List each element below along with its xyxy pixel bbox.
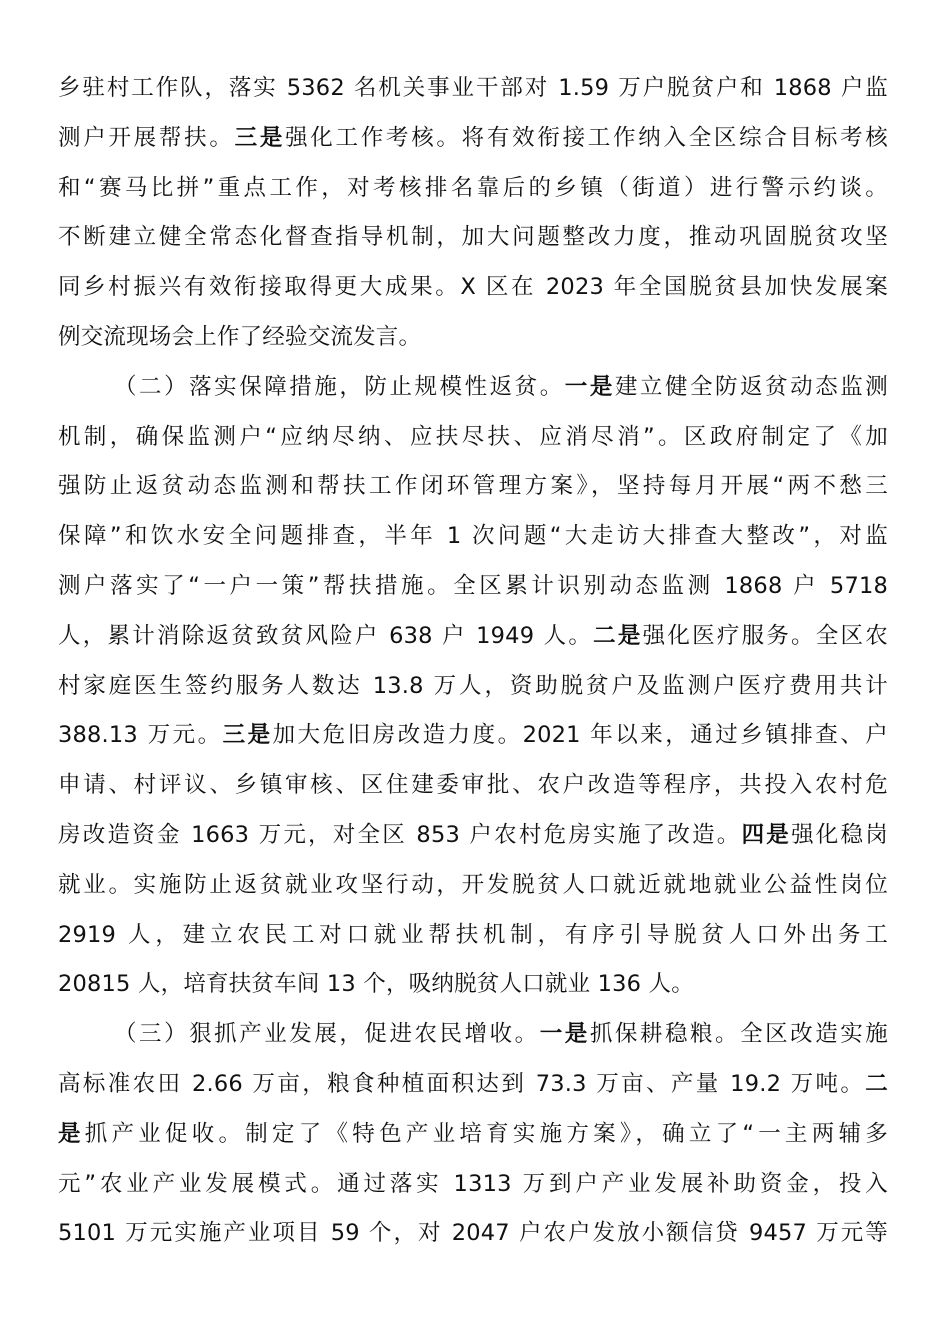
text-run: 强化工作考核。将有效衔接工作纳入全区综合目标考核	[285, 124, 888, 151]
text-run: 不断建立健全常态化督查指导机制，加大问题整改力度，推动巩固脱贫攻坚	[58, 224, 888, 251]
text-run: 例交流现场会上作了经验交流发言。	[58, 324, 422, 350]
text-line	[58, 915, 888, 955]
text-line	[58, 566, 888, 606]
text-line	[58, 417, 888, 457]
text-line	[58, 964, 888, 1004]
text-line	[58, 616, 888, 656]
text-run: 机制，确保监测户“应纳尽纳、应扶尽扶、应消尽消”。区政府制定了《加	[58, 423, 888, 450]
text-line	[58, 168, 888, 208]
text-line	[58, 1164, 888, 1204]
text-run: 房改造资金 1663 万元，对全区 853 户农村危房实施了改造。	[58, 822, 742, 848]
text-run: 强化稳岗	[791, 822, 888, 848]
bold-text-run: 二是	[593, 622, 643, 649]
bold-text-run: 三是	[222, 722, 273, 749]
text-run: 高标准农田 2.66 万亩，粮食种植面积达到 73.3 万亩、产量 19.2 万吨。	[58, 1071, 866, 1097]
text-line	[58, 1064, 888, 1104]
bold-text-run: 一是	[564, 373, 615, 400]
text-line	[58, 217, 888, 257]
bold-text-run: 一是	[539, 1021, 590, 1048]
text-line	[114, 1014, 888, 1054]
bold-text-run: 四是	[741, 822, 792, 848]
bold-text-run: 三是	[234, 124, 286, 151]
text-run: 同乡村振兴有效衔接取得更大成果。X 区在 2023 年全国脱贫县加快发展案	[58, 274, 888, 301]
text-line	[58, 466, 888, 506]
text-line	[58, 1213, 888, 1253]
text-run: 强防止返贫动态监测和帮扶工作闭环管理方案》，坚持每月开展“两不愁三	[58, 473, 888, 500]
text-run: 和“赛马比拼”重点工作，对考核排名靠后的乡镇（街道）进行警示约谈。	[58, 174, 888, 201]
text-run: 抓产业促收。制定了《特色产业培育实施方案》，确立了“一主两辅多	[84, 1120, 889, 1147]
text-line	[58, 516, 888, 556]
text-line	[58, 118, 888, 158]
text-line	[58, 1114, 888, 1154]
text-run: 测户落实了“一户一策”帮扶措施。全区累计识别动态监测 1868 户 5718	[58, 573, 888, 599]
text-line	[58, 68, 888, 108]
text-run: （二）落实保障措施，防止规模性返贫。	[114, 373, 565, 400]
text-run: 20815 人，培育扶贫车间 13 个，吸纳脱贫人口就业 136 人。	[58, 971, 694, 998]
text-run: 抓保耕稳粮。全区改造实施	[589, 1021, 888, 1048]
bold-text-run: 二	[865, 1071, 888, 1097]
text-run: 388.13 万元。	[58, 722, 223, 749]
text-run: 5101 万元实施产业项目 59 个，对 2047 户农户发放小额信贷 9457 万元等	[58, 1220, 888, 1247]
text-line	[58, 666, 888, 706]
text-run: 元”农业产业发展模式。通过落实 1313 万到户产业发展补助资金，投入	[58, 1170, 888, 1197]
text-run: 就业。实施防止返贫就业攻坚行动，开发脱贫人口就近就地就业公益性岗位	[58, 871, 888, 898]
text-line	[114, 367, 888, 407]
text-run: 测户开展帮扶。	[58, 124, 235, 151]
text-line	[58, 267, 888, 307]
text-run: 2919 人，建立农民工对口就业帮扶机制，有序引导脱贫人口外出务工	[58, 921, 888, 948]
text-run: 人，累计消除返贫致贫风险户 638 户 1949 人。	[58, 622, 594, 649]
text-run: 乡驻村工作队，落实 5362 名机关事业干部对 1.59 万户脱贫户和 1868 户监	[58, 75, 888, 101]
text-run: （三）狠抓产业发展，促进农民增收。	[114, 1021, 540, 1048]
text-line	[58, 715, 888, 755]
text-line	[58, 317, 888, 357]
text-run: 强化医疗服务。全区农	[642, 622, 888, 649]
text-run: 保障”和饮水安全问题排查，半年 1 次问题“大走访大排查大整改”，对监	[58, 523, 888, 550]
text-line	[58, 865, 888, 905]
text-run: 建立健全防返贫动态监测	[614, 373, 889, 400]
text-run: 申请、村评议、乡镇审核、区住建委审批、农户改造等程序，共投入农村危	[58, 772, 888, 799]
bold-text-run: 是	[58, 1120, 85, 1147]
text-run: 村家庭医生签约服务人数达 13.8 万人，资助脱贫户及监测户医疗费用共计	[58, 672, 888, 699]
text-line	[58, 765, 888, 805]
text-line	[58, 815, 888, 855]
text-run: 加大危旧房改造力度。2021 年以来，通过乡镇排查、户	[272, 722, 888, 749]
